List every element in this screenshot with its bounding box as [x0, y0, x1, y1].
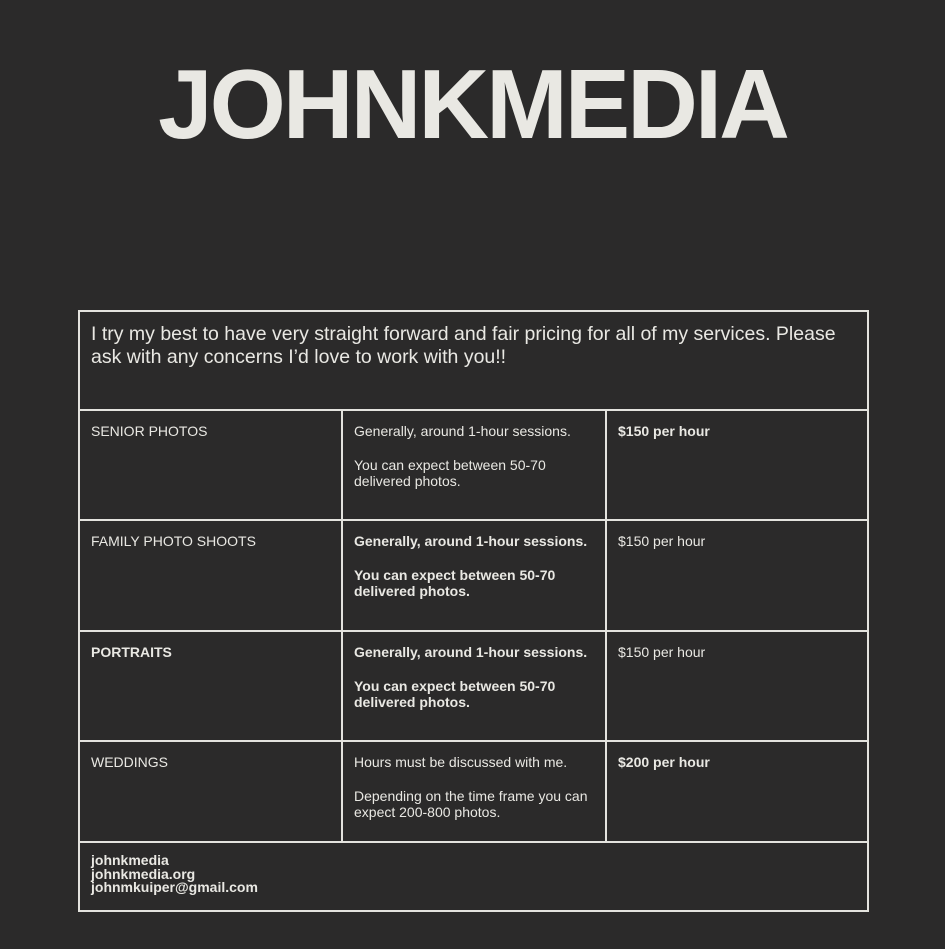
service-name [80, 411, 343, 519]
service-details [343, 521, 607, 630]
service-name [80, 742, 343, 841]
pricing-table [78, 310, 869, 912]
pricing-intro: I try my best to have very straight forward and fair pricing for all of my services. Please ask with any concerns I’d love to work with you!! [80, 312, 867, 411]
service-name-text: SENIOR PHOTOS [91, 423, 208, 439]
contact-name: johnkmedia [91, 852, 169, 868]
service-detail-sessions: Generally, around 1-hour sessions. [354, 644, 588, 660]
service-price-text: $150 per hour [618, 533, 706, 549]
service-price [607, 411, 867, 519]
service-row-family-photo-shoots [80, 521, 867, 632]
service-name [80, 632, 343, 740]
service-row-senior-photos [80, 411, 867, 521]
service-row-weddings [80, 742, 867, 843]
service-details [343, 411, 607, 519]
service-name-text: WEDDINGS [91, 754, 168, 770]
service-price-text: $200 per hour [618, 754, 710, 770]
service-detail-photos: You can expect between 50-70 delivered photos. [354, 677, 556, 710]
contact-info [80, 843, 867, 910]
service-price [607, 521, 867, 630]
service-name-text: FAMILY PHOTO SHOOTS [91, 533, 256, 549]
service-details [343, 742, 607, 841]
service-details [343, 632, 607, 740]
service-detail-sessions: Generally, around 1-hour sessions. [354, 533, 588, 549]
service-detail-photos: Depending on the time frame you can expect 200-800 photos. [354, 787, 588, 820]
service-price-text: $150 per hour [618, 423, 710, 439]
service-detail-hours: Hours must be discussed with me. [354, 754, 568, 770]
service-row-portraits [80, 632, 867, 742]
service-detail-photos: You can expect between 50-70 delivered photos. [354, 456, 546, 489]
service-price-text: $150 per hour [618, 644, 706, 660]
service-price [607, 632, 867, 740]
service-name-text: PORTRAITS [91, 644, 172, 660]
service-name [80, 521, 343, 630]
contact-email: johnmkuiper@gmail.com [91, 879, 258, 895]
contact-website: johnkmedia.org [91, 865, 196, 882]
service-detail-sessions: Generally, around 1-hour sessions. [354, 423, 571, 439]
service-detail-photos: You can expect between 50-70 delivered photos. [354, 566, 556, 599]
service-price [607, 742, 867, 841]
brand-title: JOHNKMEDIA [158, 49, 787, 159]
